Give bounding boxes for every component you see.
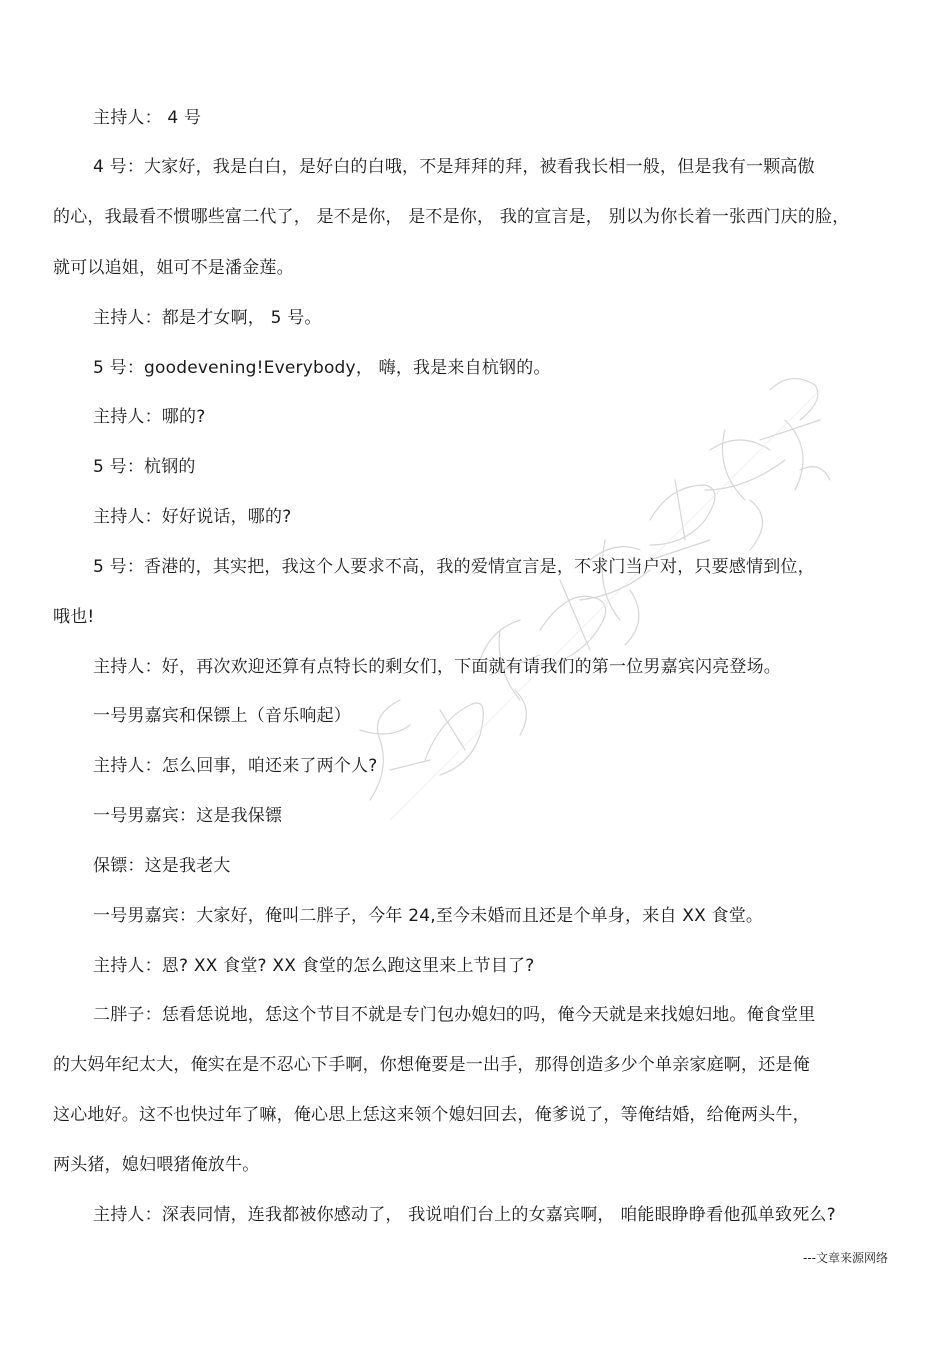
paragraph-line: 一号男嘉宾和保镖上（音乐响起）: [93, 706, 351, 726]
paragraph-line: 一号男嘉宾：这是我保镖: [93, 806, 283, 826]
paragraph-line: 4 号：大家好，我是白白，是好白的白哦，不是拜拜的拜，被看我长相一般，但是我有一颗高傲: [93, 157, 815, 177]
paragraph-line: 哦也!: [53, 607, 95, 627]
source-footer: ---文章来源网络: [803, 1251, 888, 1265]
paragraph-line: 5 号：香港的，其实把，我这个人要求不高，我的爱情宣言是，不求门当户对，只要感情到位，: [93, 557, 815, 577]
paragraph-line: 主持人： 4 号: [93, 108, 202, 128]
paragraph-line: 主持人：哪的?: [93, 407, 206, 427]
paragraph-line: 主持人：好，再次欢迎还算有点特长的剩女们，下面就有请我们的第一位男嘉宾闪亮登场。: [93, 657, 781, 677]
watermark-stamp: [330, 330, 850, 850]
paragraph-line: 保镖：这是我老大: [93, 856, 231, 876]
paragraph-line: 两头猪，媳妇喂猪俺放牛。: [53, 1155, 260, 1175]
paragraph-line: 二胖子：恁看恁说地，恁这个节目不就是专门包办媳妇的吗，俺今天就是来找媳妇地。俺食堂里: [93, 1005, 816, 1025]
paragraph-line: 主持人：恩? XX 食堂? XX 食堂的怎么跑这里来上节目了?: [93, 956, 535, 976]
paragraph-line: 主持人：深表同情，连我都被你感动了， 我说咱们台上的女嘉宾啊， 咱能眼睁睁看他孤单致死么?: [93, 1205, 836, 1225]
paragraph-line: 一号男嘉宾：大家好，俺叫二胖子，今年 24,至今未婚而且还是个单身，来自 XX 食堂。: [93, 906, 764, 926]
paragraph-line: 的心，我最看不惯哪些富二代了， 是不是你， 是不是你， 我的宣言是， 别以为你长着一张西门庆的脸，: [53, 207, 850, 227]
paragraph-line: 主持人：好好说话，哪的?: [93, 507, 292, 527]
paragraph-line: 主持人：都是才女啊， 5 号。: [93, 308, 322, 328]
paragraph-line: 的大妈年纪太大，俺实在是不忍心下手啊，你想俺要是一出手，那得创造多少个单亲家庭啊，还是俺: [53, 1055, 810, 1075]
paragraph-line: 5 号：杭钢的: [93, 457, 196, 477]
paragraph-line: 就可以追姐，姐可不是潘金莲。: [53, 258, 294, 278]
paragraph-line: 5 号：goodevening!Everybody， 嗨，我是来自杭钢的。: [93, 358, 551, 378]
paragraph-line: 这心地好。这不也快过年了嘛，俺心思上恁这来领个媳妇回去，俺爹说了，等俺结婚，给俺两头牛，: [53, 1105, 810, 1125]
paragraph-line: 主持人：怎么回事，咱还来了两个人?: [93, 756, 378, 776]
